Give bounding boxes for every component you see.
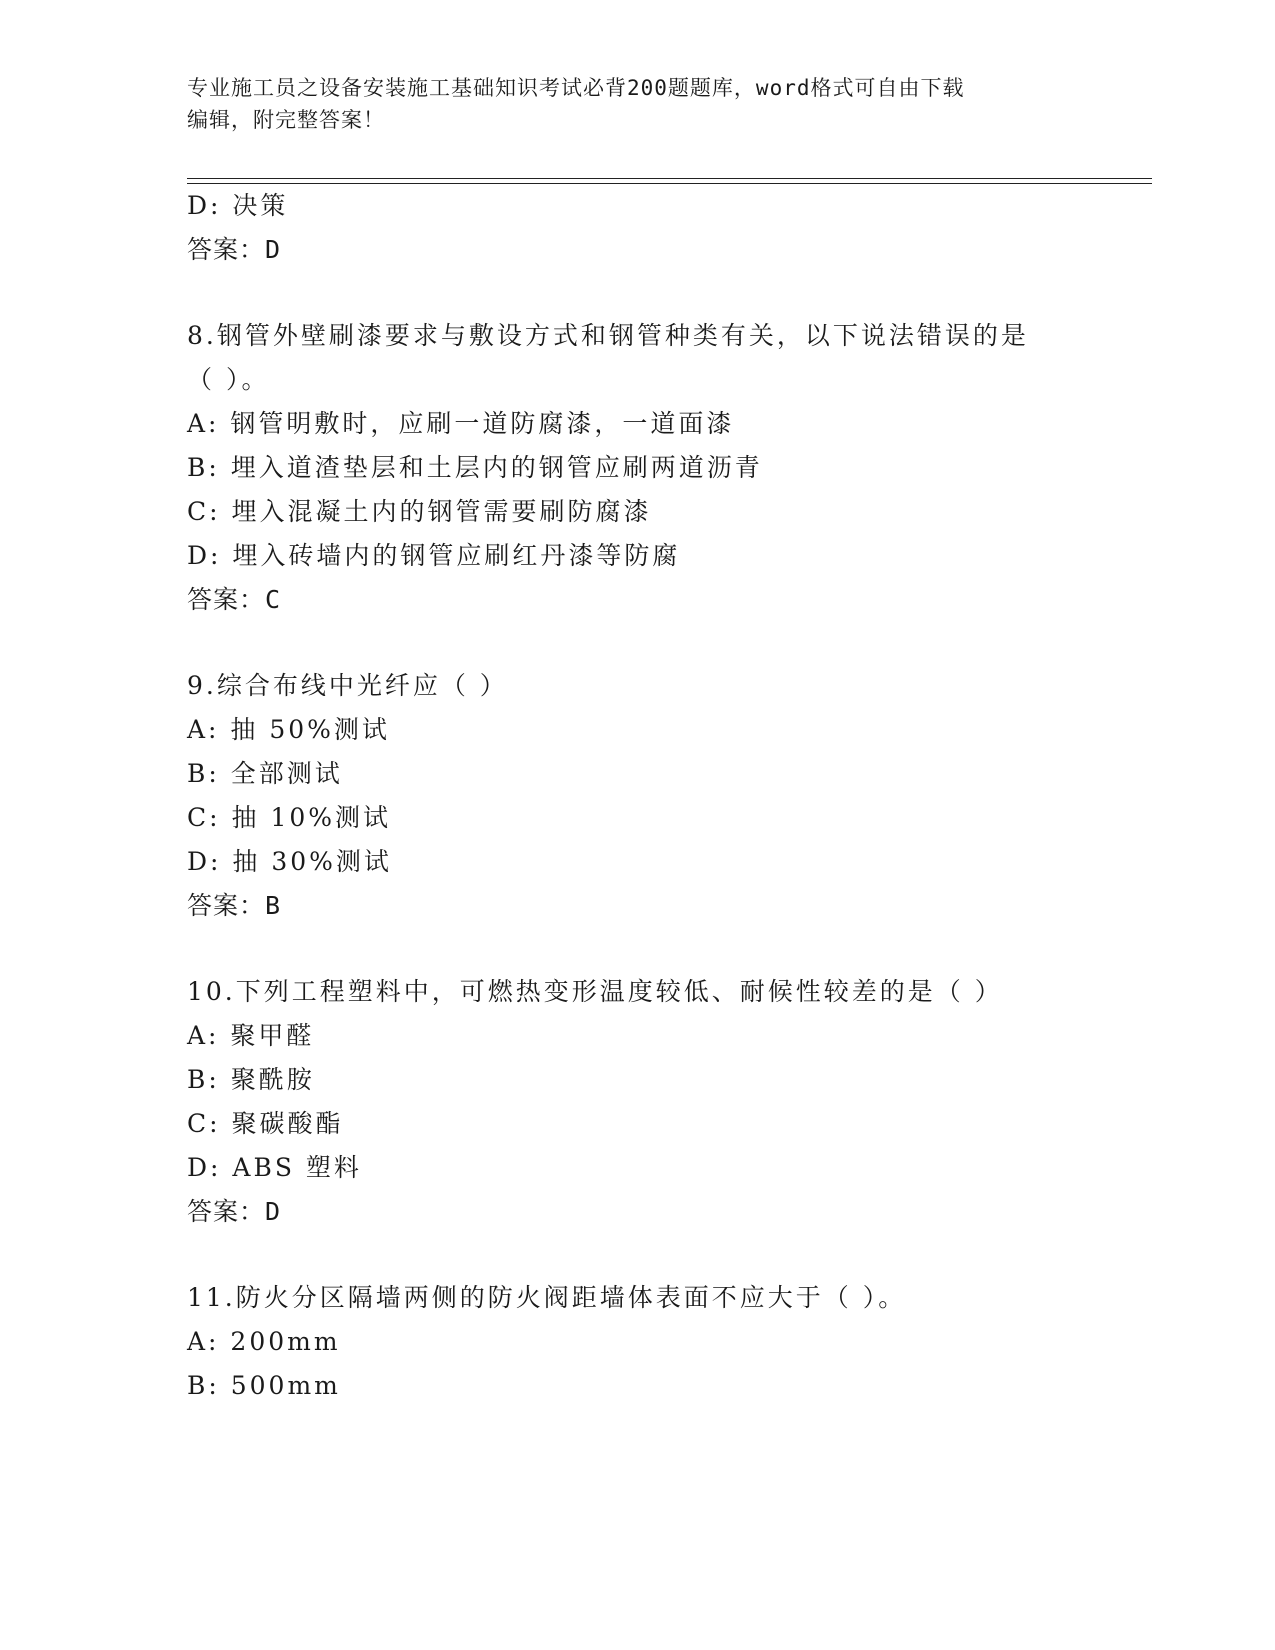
document-header [187,72,1087,136]
header-divider-top [187,178,1152,179]
q9-option-c: C: 抽 10%测试 [187,803,392,832]
q8-option-d: D: 埋入砖墙内的钢管应刷红丹漆等防腐 [187,541,681,570]
q9-option-d: D: 抽 30%测试 [187,847,392,876]
q8-option-b: B: 埋入道渣垫层和土层内的钢管应刷两道沥青 [187,453,763,482]
q10-option-d: D: ABS 塑料 [187,1153,362,1182]
q9-answer: 答案：B [187,891,282,920]
q11-stem: 11.防火分区隔墙两侧的防火阀距墙体表面不应大于（ ）。 [187,1283,907,1312]
header-title-line-1: 专业施工员之设备安装施工基础知识考试必背200题题库，word格式可自由下载 [187,76,965,100]
q8-stem-line-1: 8.钢管外壁刷漆要求与敷设方式和钢管种类有关，以下说法错误的是 [187,321,1029,350]
q10-option-a: A: 聚甲醛 [187,1021,315,1050]
q9-option-b: B: 全部测试 [187,759,343,788]
header-divider-bottom [187,183,1152,184]
q10-answer: 答案：D [187,1197,282,1226]
q9-stem: 9.综合布线中光纤应（ ） [187,671,508,700]
q7-answer: 答案：D [187,235,282,264]
q8-option-a: A: 钢管明敷时，应刷一道防腐漆，一道面漆 [187,409,735,438]
q7-option-d: D: 决策 [187,191,289,220]
q8-stem-line-2: （ ）。 [187,365,270,394]
q10-option-c: C: 聚碳酸酯 [187,1109,344,1138]
q8-option-c: C: 埋入混凝土内的钢管需要刷防腐漆 [187,497,652,526]
q9-option-a: A: 抽 50%测试 [187,715,390,744]
q8-answer: 答案：C [187,585,282,614]
q11-option-b: B: 500mm [187,1371,341,1400]
q10-stem: 10.下列工程塑料中，可燃热变形温度较低、耐候性较差的是（ ） [187,977,1003,1006]
q11-option-a: A: 200mm [187,1327,341,1356]
header-title-line-2: 编辑，附完整答案！ [187,108,385,132]
q10-option-b: B: 聚酰胺 [187,1065,315,1094]
